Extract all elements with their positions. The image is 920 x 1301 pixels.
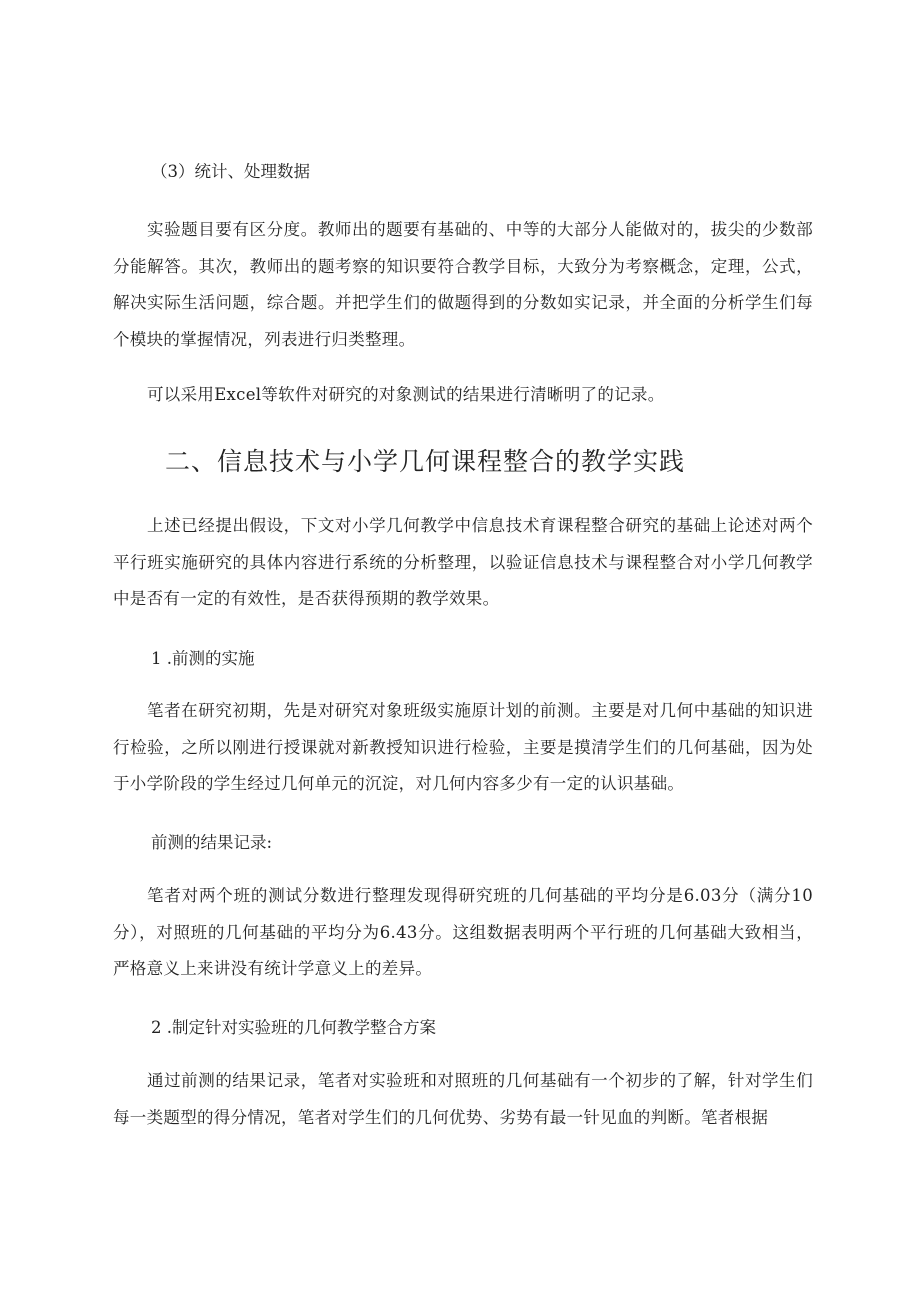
paragraph-scores: 笔者对两个班的测试分数进行整理发现得研究班的几何基础的平均分是6.03分（满分10分），对照班的几何基础的平均分为6.43分。这组数据表明两个平行班的几何基础大致相当，严格意义上来讲没有统计学意义上的差异。 [113, 886, 813, 978]
paragraph-teaching-plan: 通过前测的结果记录，笔者对实验班和对照班的几何基础有一个初步的了解，针对学生们每一类题型的得分情况，笔者对学生们的几何优势、劣势有最一针见血的判断。笔者根据 [113, 1071, 813, 1127]
paragraph-pretest: 笔者在研究初期，先是对研究对象班级实施原计划的前测。主要是对几何中基础的知识进行检验，之所以刚进行授课就对新教授知识进行检验，主要是摸清学生们的几何基础，因为处于小学阶段的学生经过几何单元的沉淀，对几何内容多少有一定的认识基础。 [113, 701, 813, 793]
chapter-heading: 二、信息技术与小学几何课程整合的教学实践 [165, 447, 686, 476]
item-2-title: 2 .制定针对实验班的几何教学整合方案 [151, 1018, 436, 1037]
section-3-title: （3）统计、处理数据 [151, 162, 310, 181]
pretest-record-label: 前测的结果记录: [151, 833, 273, 852]
item-1-title: 1 .前测的实施 [151, 649, 255, 668]
paragraph-introduction: 上述已经提出假设，下文对小学几何教学中信息技术育课程整合研究的基础上论述对两个平行班实施研究的具体内容进行系统的分析整理，以验证信息技术与课程整合对小学几何教学中是否有一定的有效性，是否获得预期的教学效果。 [113, 516, 813, 608]
paragraph-experiment-design: 实验题目要有区分度。教师出的题要有基础的、中等的大部分人能做对的，拔尖的少数部分能解答。其次，教师出的题考察的知识要符合教学目标，大致分为考察概念，定理，公式，解决实际生活问题，综合题。并把学生们的做题得到的分数如实记录，并全面的分析学生们每个模块的掌握情况，列表进行归类整理。 [113, 220, 813, 349]
paragraph-excel-recording: 可以采用Excel等软件对研究的对象测试的结果进行清晰明了的记录。 [147, 385, 665, 404]
